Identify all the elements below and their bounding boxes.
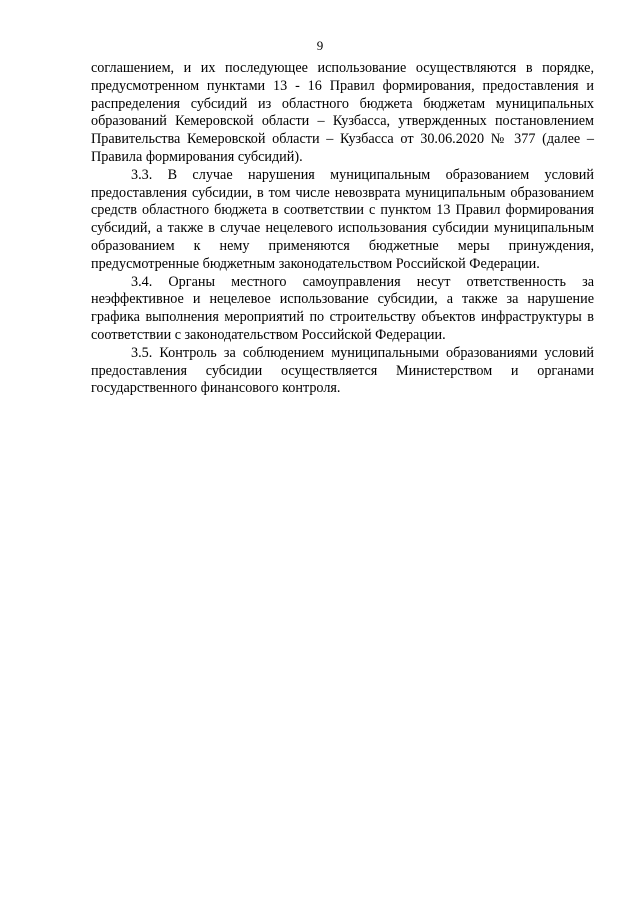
page-number: 9	[316, 38, 324, 53]
paragraph-continuation: соглашением, и их последующее использование осуществляются в порядке, предусмотренном пунктами 13 - 16 Правил формирования, предоставления и распределения субсидий из областного бюджета бюджетам муниципальных образований Кемеровской области – Кузбасса, утвержденных постановлением Правительства Кемеровской области – Кузбасса от 30.06.2020 № 377 (далее – Правила формирования субсидий).	[91, 60, 594, 165]
document-body	[91, 60, 594, 398]
paragraph-3-5: 3.5. Контроль за соблюдением муниципальными образованиями условий предоставления субсидии осуществляется Министерством и органами государственного финансового контроля.	[91, 344, 594, 397]
paragraph-3-3: 3.3. В случае нарушения муниципальным образованием условий предоставления субсидии, в том числе невозврата муниципальным образованием средств областного бюджета в соответствии с пунктом 13 Правил формирования субсидий, а также в случае нецелевого использования субсидии муниципальным образованием к нему применяются бюджетные меры принуждения, предусмотренные бюджетным законодательством Российской Федерации.	[91, 166, 594, 272]
paragraph-3-4: 3.4. Органы местного самоуправления несут ответственность за неэффективное и нецелевое использование субсидии, а также за нарушение графика выполнения мероприятий по строительству объектов инфраструктуры в соответствии с законодательством Российской Федерации.	[91, 273, 594, 343]
